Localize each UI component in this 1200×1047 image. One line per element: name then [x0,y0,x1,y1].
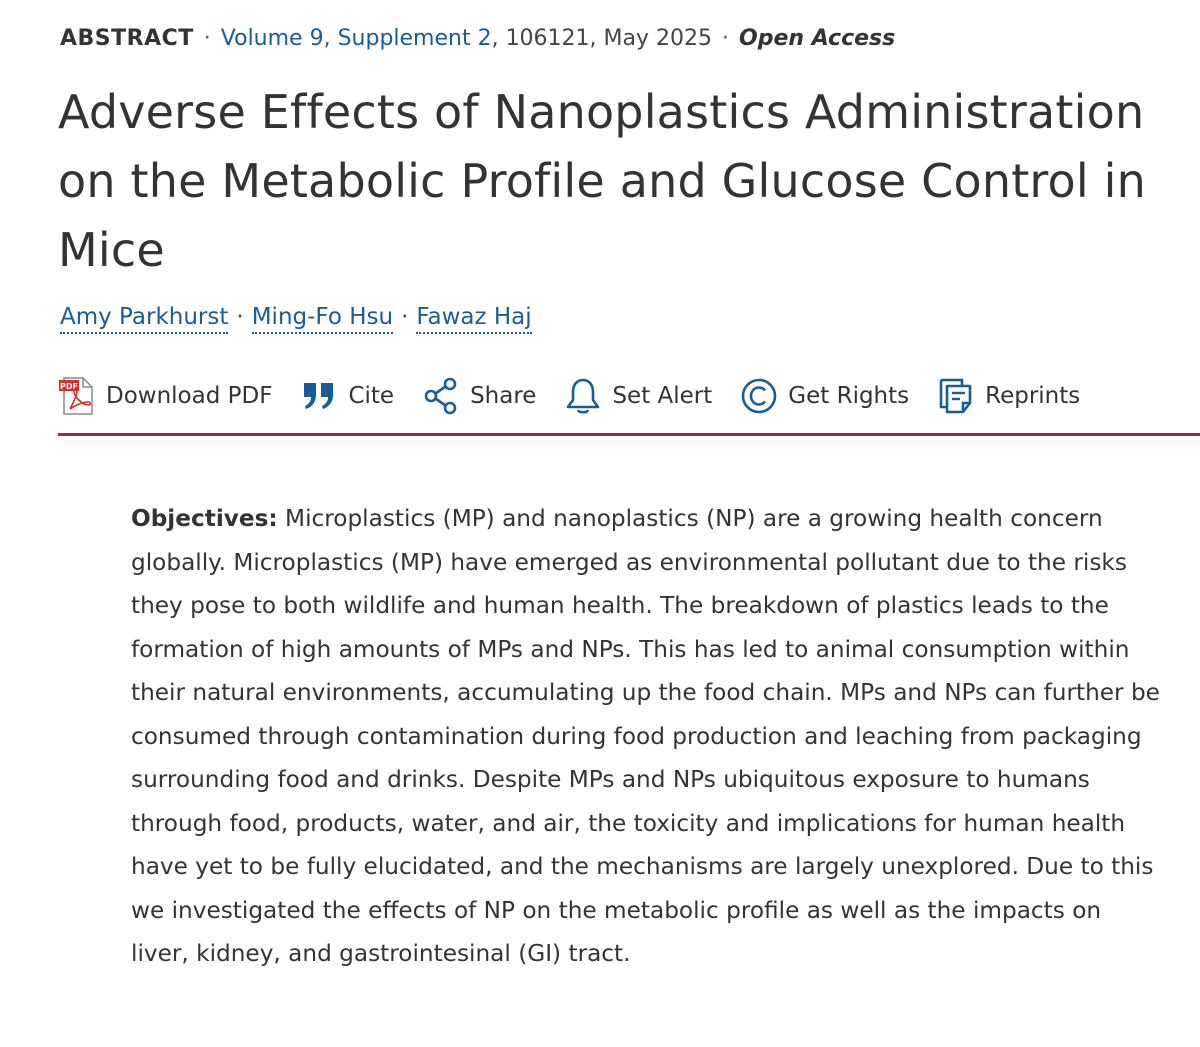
share-button[interactable] [422,377,536,415]
author-separator: · [401,304,409,330]
get-rights-label: Get Rights [788,383,910,409]
bell-icon [564,377,602,415]
article-number-date: , 106121, May 2025 [491,26,712,51]
volume-link[interactable]: Volume 9, Supplement 2 [220,26,492,51]
article-meta [60,24,895,54]
set-alert-label: Set Alert [612,383,713,409]
pdf-badge-text: PDF [60,382,78,391]
pdf-file-icon [58,377,96,415]
article-title: Adverse Effects of Nanoplastics Administration on the Metabolic Profile and Glucose Control in Mice [58,85,1147,277]
download-pdf-button[interactable] [58,377,272,415]
share-icon [422,377,460,415]
cite-label: Cite [348,383,395,409]
objectives-text: Microplastics (MP) and nanoplastics (NP) are a growing health concern globally. Microplastics (MP) have emerged as environmental pollutant due to the risks they pose to both wildlife and human health. The breakdown of plastics leads to the formation of high amounts of MPs and NPs. This has led to animal consumption within their natural environments, accumulating up the food chain. MPs and NPs can further be consumed through contamination during food production and leaching from packaging surrounding food and drinks. Despite MPs and NPs ubiquitous exposure to humans through food, products, water, and air, the toxicity and implications for human health have yet to be fully elucidated, and the mechanisms are largely unexplored. Due to this we investigated the effects of NP on the metabolic profile as well as the impacts on liver, kidney, and gastrointesinal (GI) tract. [131,505,1160,967]
open-access-label: Open Access [739,26,896,51]
author-link[interactable]: Ming-Fo Hsu [252,304,393,334]
share-label: Share [470,383,537,409]
copyright-icon [740,377,778,415]
reprints-icon [937,377,975,415]
author-link[interactable]: Amy Parkhurst [60,304,228,334]
cite-button[interactable] [300,377,394,415]
author-separator: · [236,304,244,330]
meta-separator: · [203,26,211,51]
author-link[interactable]: Fawaz Haj [416,304,531,334]
author-list [60,300,532,334]
abstract-paragraph [131,497,1161,976]
reprints-label: Reprints [985,383,1081,409]
reprints-button[interactable] [937,377,1080,415]
article-type: ABSTRACT [60,26,194,51]
meta-separator: · [722,26,729,51]
get-rights-button[interactable] [740,377,909,415]
set-alert-button[interactable] [564,377,712,415]
article-toolbar [58,372,1108,420]
download-pdf-label: Download PDF [106,383,273,409]
quote-icon [300,377,338,415]
objectives-label: Objectives: [131,505,278,532]
section-divider [58,433,1200,436]
